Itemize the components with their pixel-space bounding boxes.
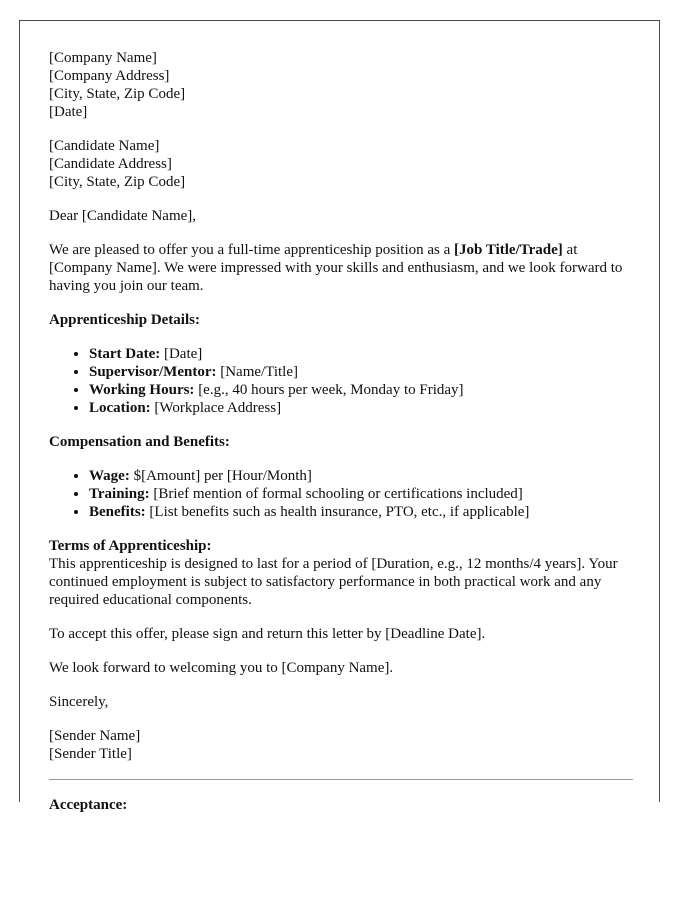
detail-value: [Name/Title] [216,364,299,380]
list-item [89,485,634,503]
intro-text-before: We are pleased to offer you a full-time apprenticeship position as a [49,242,455,258]
compensation-value: [List benefits such as health insurance, PTO, etc., if applicable] [145,504,530,520]
compensation-list [49,467,634,521]
list-item [89,467,634,485]
company-address: [Company Address] [49,68,170,84]
detail-value: [Date] [160,346,203,362]
list-item [89,381,634,399]
intro-text-after: at [Company Name]. We were impressed with your skills and enthusiasm, and we look forward to having you join our team. [49,242,623,294]
section-divider [49,779,633,780]
list-item [89,503,634,521]
company-address-block [49,49,634,121]
compensation-value: [Brief mention of formal schooling or certifications included] [149,486,523,502]
apprenticeship-details-list [49,345,634,417]
sender-title: [Sender Title] [49,746,132,762]
intro-paragraph [49,241,634,295]
list-item [89,345,634,363]
list-item [89,363,634,381]
job-title-placeholder: [Job Title/Trade] [454,242,563,258]
compensation-label: Wage: [89,468,130,484]
letter-content [49,49,634,813]
sender-block [49,727,634,763]
terms-section [49,537,634,609]
detail-value: [Workplace Address] [150,400,282,416]
candidate-city: [City, State, Zip Code] [49,174,186,190]
terms-heading: Terms of Apprenticeship: [49,538,212,554]
company-city: [City, State, Zip Code] [49,86,186,102]
detail-label: Supervisor/Mentor: [89,364,217,380]
candidate-address-block [49,137,634,191]
terms-text: This apprenticeship is designed to last for a period of [Duration, e.g., 12 months/4 years]. Your continued employment is subject to satisfactory performance in both practical work and any required educational components. [49,556,618,608]
closing-paragraph: We look forward to welcoming you to [Company Name]. [49,660,394,676]
candidate-address: [Candidate Address] [49,156,172,172]
compensation-label: Training: [89,486,150,502]
candidate-name: [Candidate Name] [49,138,160,154]
apprenticeship-details-heading: Apprenticeship Details: [49,312,200,328]
compensation-heading: Compensation and Benefits: [49,434,230,450]
sender-name: [Sender Name] [49,728,141,744]
detail-label: Working Hours: [89,382,195,398]
signoff: Sincerely, [49,694,109,710]
compensation-label: Benefits: [89,504,146,520]
detail-value: [e.g., 40 hours per week, Monday to Friday] [194,382,464,398]
letter-page [19,20,660,813]
acceptance-heading-cut-off: Acceptance: [49,797,128,813]
list-item [89,399,634,417]
letter-date: [Date] [49,104,88,120]
acceptance-instruction: To accept this offer, please sign and return this letter by [Deadline Date]. [49,626,486,642]
compensation-value: $[Amount] per [Hour/Month] [129,468,312,484]
detail-label: Start Date: [89,346,161,362]
salutation: Dear [Candidate Name], [49,208,197,224]
company-name: [Company Name] [49,50,157,66]
detail-label: Location: [89,400,151,416]
